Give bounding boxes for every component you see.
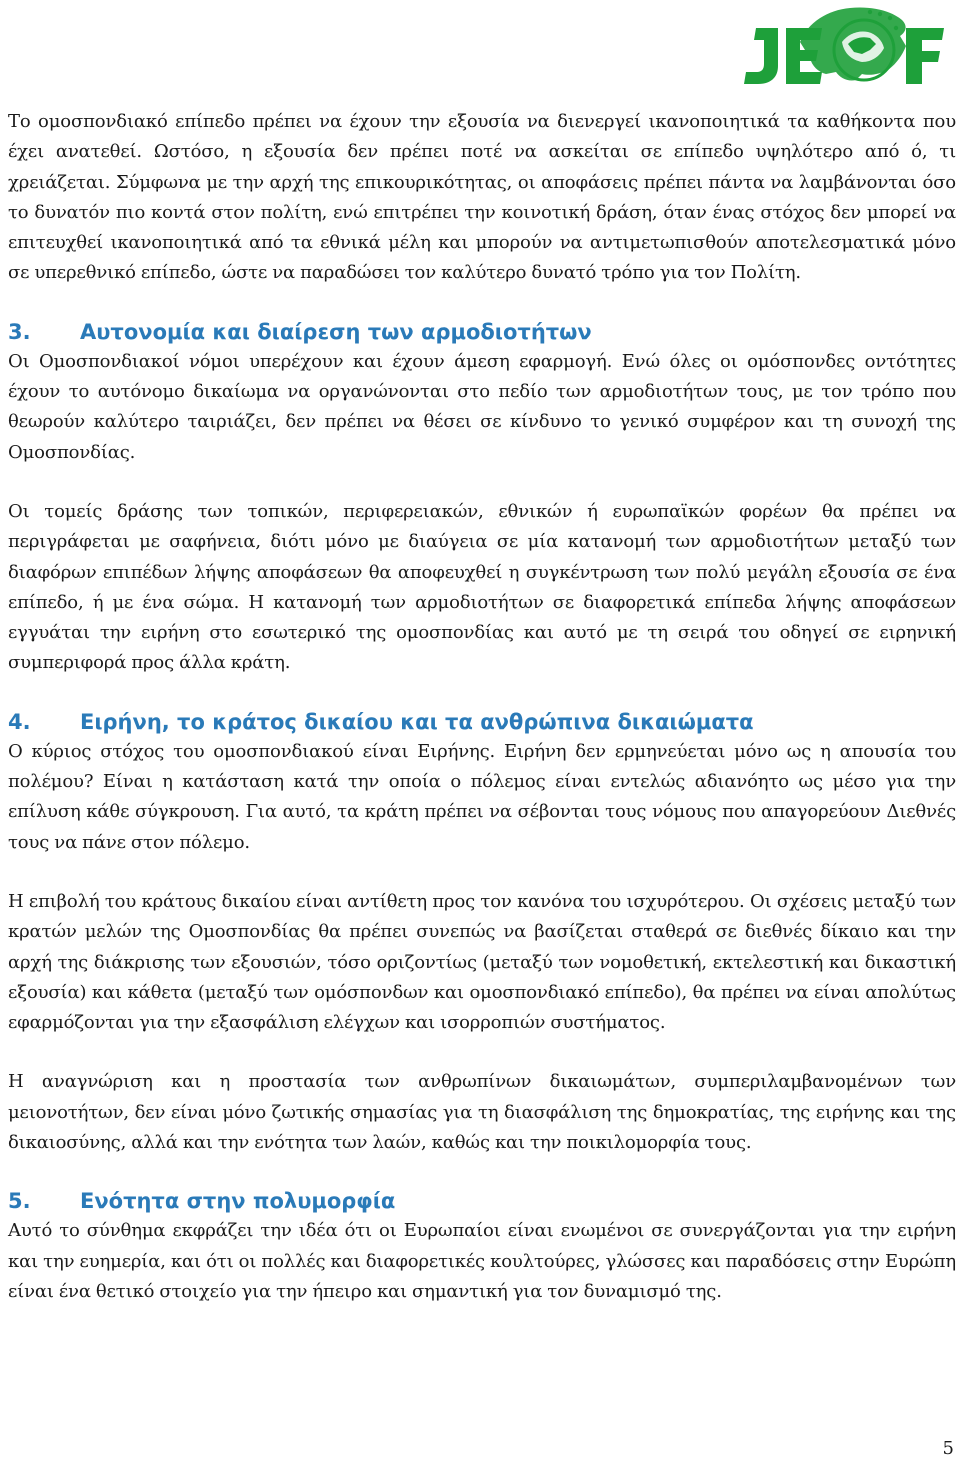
section-4-paragraph-3: Η αναγνώριση και η προστασία των ανθρωπίνων δικαιωμάτων, συμπεριλαμβανομένων των μειονοτήτων, δεν είναι μόνο ζωτικής σημασίας για τη διασφάλιση της δημοκρατίας, της ειρήνης και της δικαιοσύνης, αλλά και την ενότητα των λαών, καθώς και την ποικιλομορφία τους.	[8, 1071, 956, 1154]
section-5-paragraph-1: Αυτό το σύνθημα εκφράζει την ιδέα ότι οι Ευρωπαίοι είναι ενωμένοι σε συνεργάζονται για την ειρήνη και την ευημερία, και ότι οι πολλές και διαφορετικές κουλτούρες, γλώσσες και παραδόσεις στην Ευρώπη είναι ένα θετικό στοιχείο για την ήπειρο και σημαντική για τον δυναμισμό της.	[8, 1220, 956, 1302]
section-5-title: Ενότητα στην πολυμορφία	[80, 1189, 396, 1214]
intro-paragraph: Το ομοσπονδιακό επίπεδο πρέπει να έχουν την εξουσία να διενεργεί ικανοποιητικά τα καθήκοντα που έχει ανατεθεί. Ωστόσο, η εξουσία δεν πρέπει ποτέ να ασκείται σε επίπεδο υψηλότερο από ό, τι χρειάζεται. Σύμφωνα με την αρχή της επικουρικότητας, οι αποφάσεις πρέπει πάντα να λαμβάνονται όσο το δυνατόν πιο κοντά στον πολίτη, ενώ επιτρέπει την κοινοτική δράση, όταν ένας στόχος δεν μπορεί να επιτευχθεί ικανοποιητικά από τα εθνικά μέλη και μπορούν να αντιμετωπισθούν αποτελεσματικά μόνο σε υπερεθνικό επίπεδο, ώστε να παραδώσει τον καλύτερο δυνατό τρόπο για τον Πολίτη.	[8, 111, 956, 284]
section-4-heading	[8, 707, 956, 737]
section-3-title: Αυτονομία και διαίρεση των αρμοδιοτήτων	[80, 319, 592, 344]
section-4-number: 4.	[8, 709, 31, 734]
section-5-heading	[8, 1186, 956, 1216]
section-3-number: 3.	[8, 319, 31, 344]
jef-logo	[730, 2, 952, 94]
section-3-paragraph-2: Οι τομείς δράσης των τοπικών, περιφερειακών, εθνικών ή ευρωπαϊκών φορέων θα πρέπει να περιγράφεται με σαφήνεια, διότι μόνο με διαύγεια σε μία κατανομή των αρμοδιοτήτων μεταξύ των διαφόρων επιπέδων λήψης αποφάσεων θα αποφευχθεί η συγκέντρωση των πολύ μεγάλη εξουσία σε ένα επίπεδο, ή με ένα σώμα. Η κατανομή των αρμοδιοτήτων σε διαφορετικά επίπεδα λήψης αποφάσεων εγγυάται την ειρήνη στο εσωτερικό της ομοσπονδίας και αυτό με τη σειρά του οδηγεί σε ειρηνική συμπεριφορά προς άλλα κράτη.	[8, 500, 956, 674]
section-4-paragraph-1: Ο κύριος στόχος του ομοσπονδιακού είναι Ειρήνης. Ειρήνη δεν ερμηνεύεται μόνο ως η απουσία του πολέμου? Είναι η κατάσταση κατά την οποία ο πόλεμος είναι εντελώς αδιανόητο ως μέσο για την επίλυση κάθε σύγκρουση. Για αυτό, τα κράτη πρέπει να σέβονται τους νόμους που απαγορεύουν Διεθνές τους να πάνε στον πόλεμο.	[8, 740, 956, 853]
section-3-paragraph-1: Οι Ομοσπονδιακοί νόμοι υπερέχουν και έχουν άμεση εφαρμογή. Ενώ όλες οι ομόσπονδες οντότητες έχουν το αυτόνομο δικαίωμα να οργανώνονται στο πεδίο των αρμοδιοτήτων τους, με τον τρόπο που θεωρούν καλύτερο ταιριάζει, δεν πρέπει να θέσει σε κίνδυνο το γενικό συμφέρον και τη συνοχή της Ομοσπονδίας.	[8, 350, 956, 463]
document-body	[8, 107, 956, 1307]
section-3-heading	[8, 317, 956, 347]
section-5-number: 5.	[8, 1189, 31, 1214]
page-number: 5	[942, 1438, 954, 1459]
section-4-paragraph-2: Η επιβολή του κράτους δικαίου είναι αντίθετη προς τον κανόνα του ισχυρότερου. Οι σχέσεις μεταξύ των κρατών μελών της Ομοσπονδίας θα πρέπει συνεπώς να βασίζεται σταθερά σε διεθνές δίκαιο και την αρχή της διάκρισης των εξουσιών, τόσο οριζοντίως (μεταξύ των νομοθετική, εκτελεστική και δικαστική εξουσία) και κάθετα (μεταξύ των ομόσπονδων και ομοσπονδιακό επίπεδο), θα πρέπει να είναι απολύτως εφαρμόζονται για την εξασφάλιση ελέγχων και ισορροπιών συστήματος.	[8, 890, 956, 1034]
jef-logo-graphic	[730, 2, 952, 94]
section-4-title: Ειρήνη, το κράτος δικαίου και τα ανθρώπινα δικαιώματα	[80, 709, 754, 734]
